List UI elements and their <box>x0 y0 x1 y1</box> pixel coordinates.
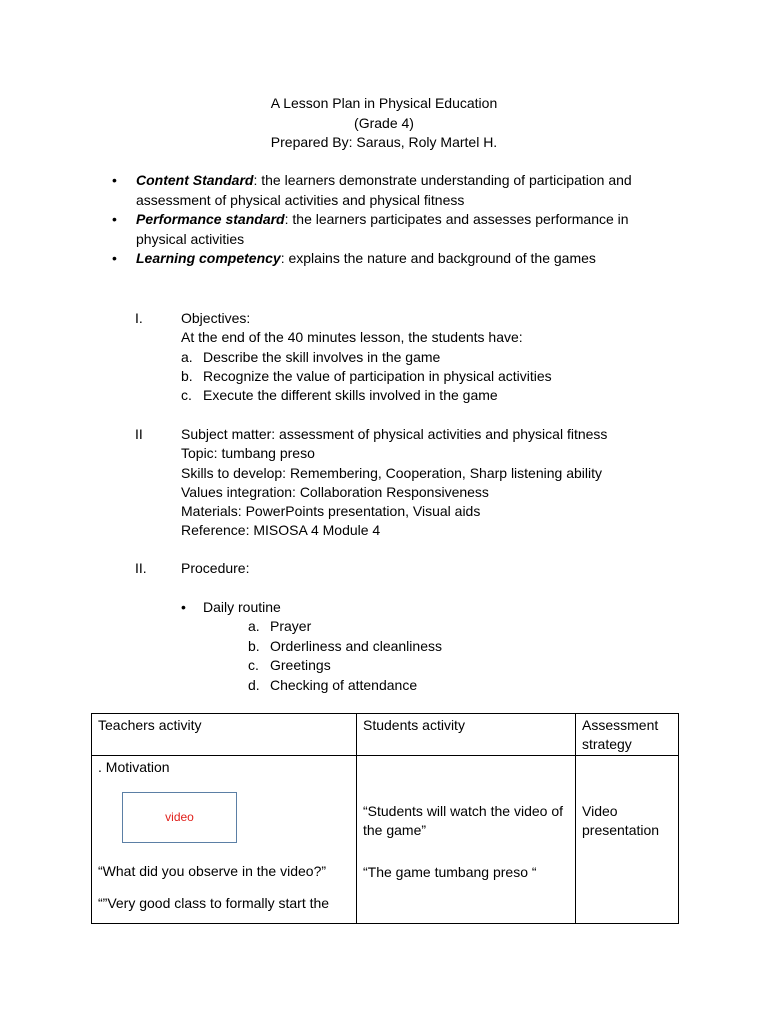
section-number: II. <box>135 560 147 576</box>
routine-label: • Daily routine <box>181 598 442 617</box>
standard-item <box>112 210 682 249</box>
list-item <box>248 617 442 636</box>
activity-table <box>91 713 679 924</box>
list-item <box>181 367 701 386</box>
standard-item <box>112 249 682 269</box>
standard-item <box>112 171 682 210</box>
list-text: Orderliness and cleanliness <box>270 637 442 654</box>
list-marker: c. <box>181 387 192 404</box>
standard-label: Learning competency <box>136 250 281 266</box>
list-item <box>248 656 442 675</box>
objectives-list <box>181 348 701 406</box>
skills-line: Skills to develop: Remembering, Cooperation, Sharp listening ability <box>181 464 602 481</box>
motivation-label: . Motivation <box>98 759 170 775</box>
standard-text: : the learners demonstrate understanding of participation and assessment of physical activities and physical fitness <box>136 172 632 208</box>
table-row <box>92 756 679 924</box>
list-text: Checking of attendance <box>270 676 418 693</box>
daily-routine <box>181 598 442 695</box>
section-body <box>181 309 701 405</box>
list-text: Execute the different skills involved in the game <box>203 387 498 404</box>
objectives-intro: At the end of the 40 minutes lesson, the students have: <box>181 329 523 346</box>
assessment-cell <box>576 756 679 924</box>
standard-label: Performance standard <box>136 211 285 227</box>
teacher-cell <box>92 756 357 924</box>
column-header: Teachers activity <box>92 714 357 756</box>
list-item <box>181 386 701 405</box>
document-title: A Lesson Plan in Physical Education <box>270 95 498 111</box>
routine-list <box>248 617 442 695</box>
standard-text: : the learners participates and assesses performance in physical activities <box>136 211 629 247</box>
section-body <box>181 559 701 578</box>
document-header <box>0 94 768 153</box>
section-number: I. <box>135 310 143 326</box>
list-text: Greetings <box>270 657 331 674</box>
list-marker: d. <box>248 676 260 693</box>
reference-line: Reference: MISOSA 4 Module 4 <box>181 522 381 539</box>
list-item <box>248 637 442 656</box>
list-marker: a. <box>181 348 193 365</box>
teacher-followup: “”Very good class to formally start the <box>98 895 330 911</box>
topic-line: Topic: tumbang preso <box>181 445 315 462</box>
column-header: Students activity <box>357 714 576 756</box>
prepared-by: Prepared By: Saraus, Roly Martel H. <box>270 134 498 150</box>
list-item <box>248 676 442 695</box>
video-label: video <box>165 809 194 824</box>
student-answer: “The game tumbang preso “ <box>363 864 537 880</box>
assessment-strategy: Video presentation <box>582 803 660 838</box>
section-heading: Objectives: <box>181 310 251 326</box>
video-placeholder[interactable] <box>122 792 237 843</box>
standards-list <box>112 171 682 269</box>
list-text: Describe the skill involves in the game <box>203 348 441 365</box>
student-cell <box>357 756 576 924</box>
list-item <box>181 348 701 367</box>
teacher-question: “What did you observe in the video?” <box>98 862 327 879</box>
list-marker: b. <box>248 637 260 654</box>
student-watch: “Students will watch the video of the game” <box>363 803 563 838</box>
section-number: II <box>135 426 143 442</box>
subject-line: Subject matter: assessment of physical activities and physical fitness <box>181 426 608 442</box>
table-header-row <box>92 714 679 756</box>
list-text: Prayer <box>270 618 312 635</box>
list-marker: b. <box>181 367 193 384</box>
standard-label: Content Standard <box>136 172 254 188</box>
list-text: Recognize the value of participation in physical activities <box>203 367 552 384</box>
section-heading: Procedure: <box>181 560 250 576</box>
standard-text: : explains the nature and background of the games <box>280 250 596 266</box>
values-line: Values integration: Collaboration Responsiveness <box>181 483 489 500</box>
grade-level: (Grade 4) <box>354 114 414 131</box>
list-marker: c. <box>248 657 259 674</box>
section-body <box>181 425 701 541</box>
materials-line: Materials: PowerPoints presentation, Visual aids <box>181 503 481 520</box>
column-header: Assessment strategy <box>576 714 679 756</box>
list-marker: a. <box>248 618 260 635</box>
